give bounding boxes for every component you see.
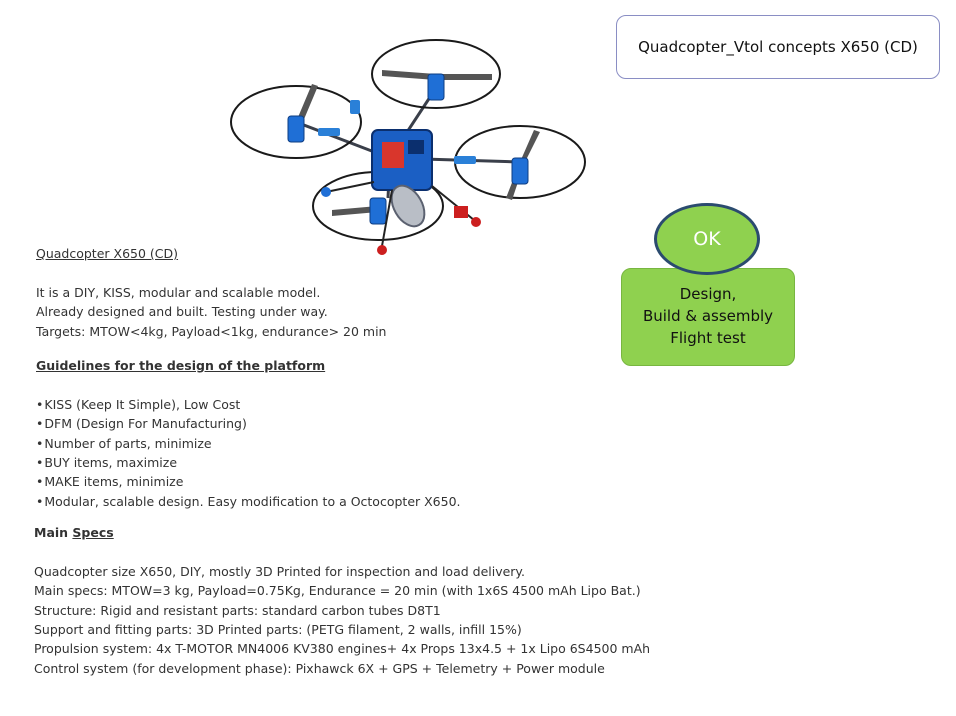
slide-title-box <box>616 15 940 79</box>
intro-section <box>36 244 386 341</box>
intro-line: Already designed and built. Testing under way. <box>36 304 328 320</box>
intro-line: Targets: MTOW<4kg, Payload<1kg, endurance> 20 min <box>36 323 387 339</box>
project-phase-box <box>621 268 795 366</box>
spec-line: Support and fitting parts: 3D Printed parts: (PETG filament, 2 walls, infill 15%) <box>34 622 522 638</box>
gimbal-mount <box>454 206 468 218</box>
list-item: • BUY items, maximize <box>36 453 461 472</box>
intro-heading: Quadcopter X650 (CD) <box>36 246 179 261</box>
guidelines-section <box>36 356 461 511</box>
guidelines-heading: Guidelines for the design of the platform <box>36 358 326 373</box>
phase-design: Design, <box>679 285 737 303</box>
intro-line: It is a DIY, KISS, modular and scalable model. <box>36 284 321 300</box>
spec-line: Control system (for development phase): Pixhawck 6X + GPS + Telemetry + Power module <box>34 660 605 676</box>
spec-line: Structure: Rigid and resistant parts: standard carbon tubes D8T1 <box>34 602 441 618</box>
list-item: • Modular, scalable design. Easy modification to a Octocopter X650. <box>36 492 461 511</box>
ok-label: OK <box>693 228 721 250</box>
spec-line: Main specs: MTOW=3 kg, Payload=0.75Kg, Endurance = 20 min (with 1x6S 4500 mAh Lipo Bat.) <box>34 583 641 599</box>
ok-status-circle <box>654 203 760 275</box>
list-item: • Number of parts, minimize <box>36 434 461 453</box>
specs-heading: Main Specs <box>34 525 114 540</box>
guidelines-list <box>36 395 461 511</box>
list-item: • KISS (Keep It Simple), Low Cost <box>36 395 461 414</box>
phase-build: Build & assembly <box>642 307 774 325</box>
slide-title: Quadcopter_Vtol concepts X650 (CD) <box>638 38 918 56</box>
spec-line: Quadcopter size X650, DIY, mostly 3D Printed for inspection and load delivery. <box>34 563 526 579</box>
spec-line: Propulsion system: 4x T-MOTOR MN4006 KV380 engines+ 4x Props 13x4.5 + 1x Lipo 6S4500 mAh <box>34 641 651 657</box>
list-item: • MAKE items, minimize <box>36 472 461 491</box>
specs-section <box>34 523 650 678</box>
list-item: • DFM (Design For Manufacturing) <box>36 414 461 433</box>
quadcopter-illustration <box>222 30 602 266</box>
phase-flight-test: Flight test <box>670 329 746 347</box>
